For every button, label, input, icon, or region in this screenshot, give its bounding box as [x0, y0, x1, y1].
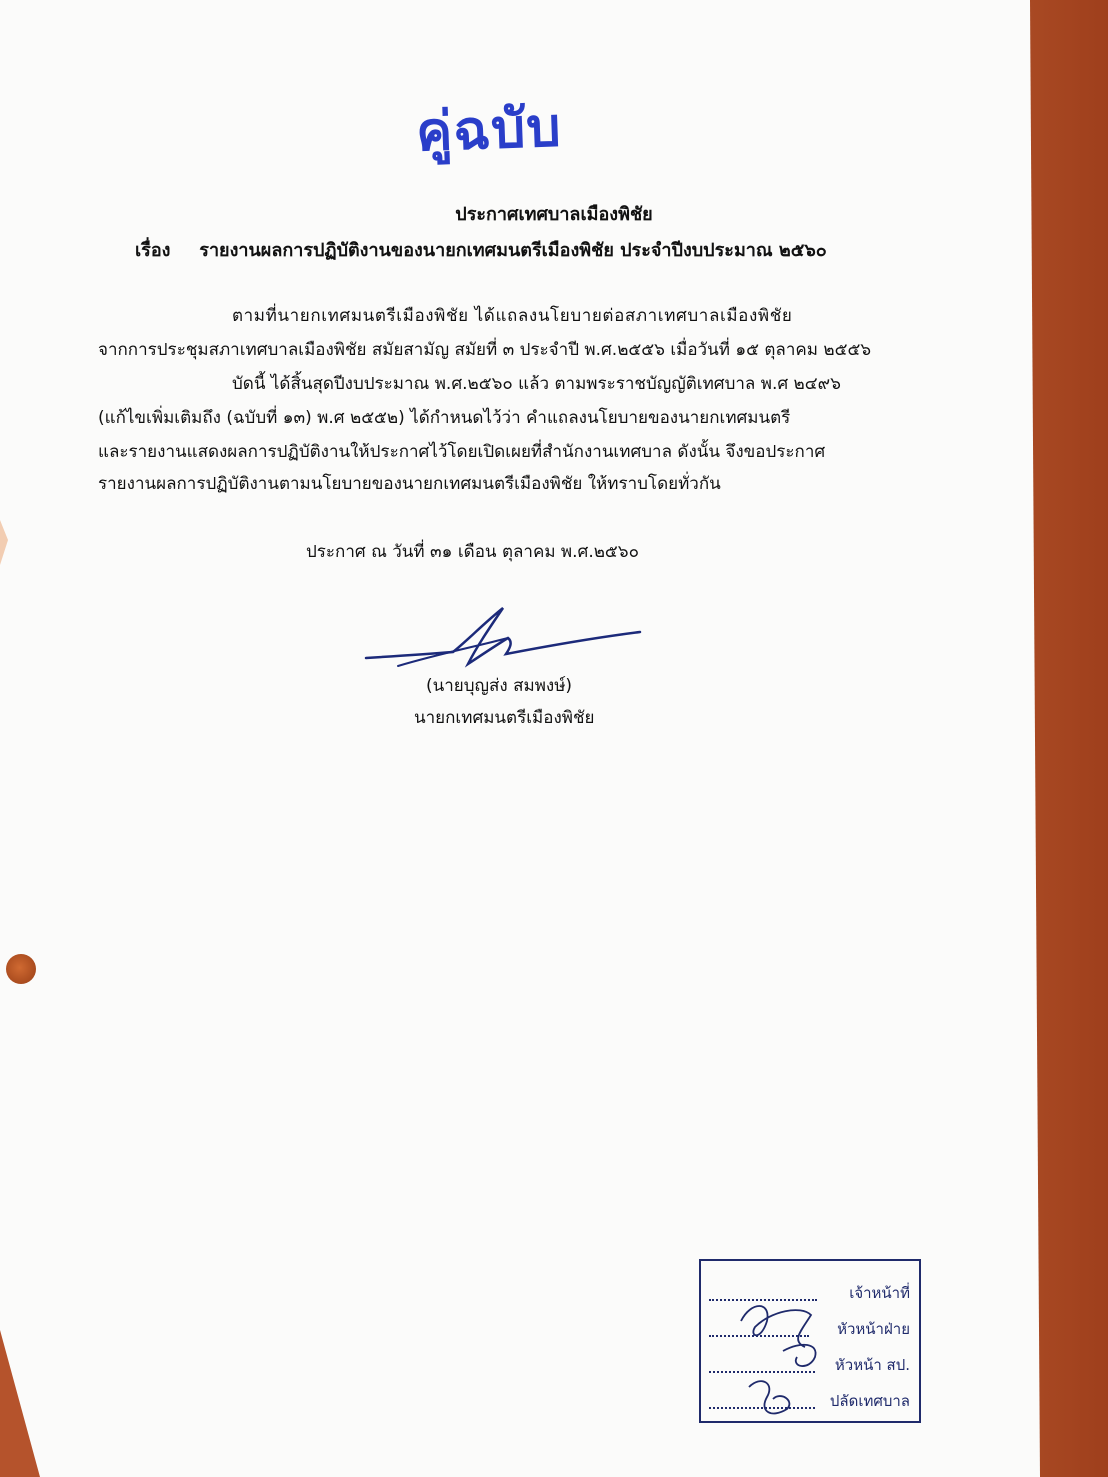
initial-signatures: [731, 1291, 831, 1421]
body-line-4: (แก้ไขเพิ่มเติมถึง (ฉบับที่ ๑๓) พ.ศ ๒๕๕๒) ได้กำหนดไว้ว่า คำแถลงนโยบายของนายกเทศมนตรี: [98, 408, 791, 428]
subject-label: เรื่อง: [135, 240, 171, 261]
body-line-2: จากการประชุมสภาเทศบาลเมืองพิชัย สมัยสามัญ สมัยที่ ๓ ประจำปี พ.ศ.๒๕๕๖ เมื่อวันที่ ๑๕ ตุลาคม ๒๕๕๖: [98, 340, 872, 360]
announcement-date: ประกาศ ณ วันที่ ๓๑ เดือน ตุลาคม พ.ศ.๒๕๖๐: [306, 542, 639, 562]
approval-label: เจ้าหน้าที่: [849, 1284, 910, 1302]
body-line-6: รายงานผลการปฏิบัติงานตามนโยบายของนายกเทศมนตรีเมืองพิชัย ให้ทราบโดยทั่วกัน: [98, 474, 721, 494]
copy-stamp: คู่ฉบับ: [414, 95, 563, 164]
subject-line: [135, 235, 827, 264]
body-line-1: ตามที่นายกเทศมนตรีเมืองพิชัย ได้แถลงนโยบายต่อสภาเทศบาลเมืองพิชัย: [232, 306, 793, 326]
signatory-name: (นายบุญส่ง สมพงษ์): [426, 676, 573, 696]
approval-label: หัวหน้า สป.: [834, 1356, 910, 1374]
subject-text: รายงานผลการปฏิบัติงานของนายกเทศมนตรีเมืองพิชัย ประจำปีงบประมาณ ๒๕๖๐: [199, 240, 827, 261]
approval-label: หัวหน้าฝ่าย: [837, 1320, 910, 1338]
approval-box: [699, 1259, 921, 1423]
body-line-3: บัดนี้ ได้สิ้นสุดปีงบประมาณ พ.ศ.๒๕๖๐ แล้ว ตามพระราชบัญญัติเทศบาล พ.ศ ๒๔๙๖: [232, 374, 841, 394]
signatory-position: นายกเทศมนตรีเมืองพิชัย: [414, 708, 595, 728]
body-line-5: และรายงานแสดงผลการปฏิบัติงานให้ประกาศไว้โดยเปิดเผยที่สำนักงานเทศบาล ดังนั้น จึงขอประกาศ: [98, 442, 826, 462]
mayor-signature: [358, 600, 648, 680]
approval-label: ปลัดเทศบาล: [829, 1392, 910, 1410]
punch-hole: [6, 954, 36, 984]
announcement-title: ประกาศเทศบาลเมืองพิชัย: [455, 204, 653, 225]
